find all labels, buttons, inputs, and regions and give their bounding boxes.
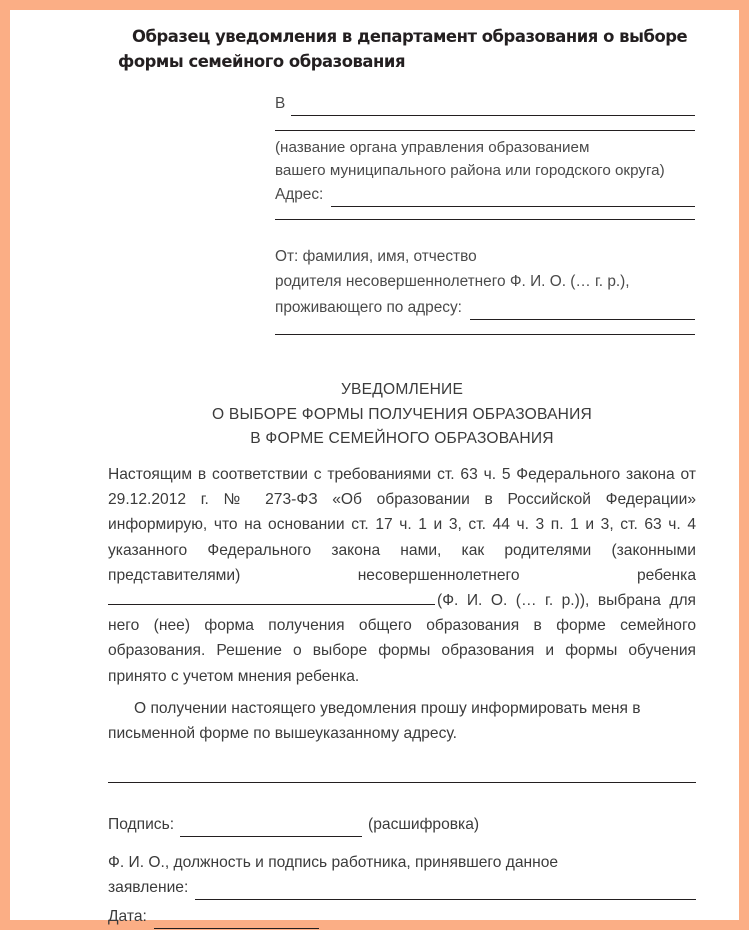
addressee-second-blank[interactable] [275,130,695,131]
date-row [108,905,319,929]
signature-label: Подпись: [108,816,175,833]
sender-address-blank[interactable] [470,301,695,320]
sender-address-blank-2[interactable] [275,334,695,335]
footer-divider [108,782,696,783]
body-paragraph-1 [108,462,696,689]
sender-line-2: родителя несовершеннолетнего Ф. И. О. (… г. р.), [275,272,630,290]
acceptor-statement-label: заявление: [108,879,189,896]
notice-heading-line-3: В ФОРМЕ СЕМЕЙНОГО ОБРАЗОВАНИЯ [250,430,554,447]
body-paragraph-1-part-2: (Ф. И. О. (… г. р.)), выбрана для него (нее) форма получения общего образования в форме семейного образования. Решение о выборе формы образования и формы обучения принято с учетом мнения ребенка. [108,592,696,685]
addressee-address-row [275,182,695,207]
addressee-hint-line1: (название органа управления образованием [275,139,590,156]
notice-heading-line-2: О ВЫБОРЕ ФОРМЫ ПОЛУЧЕНИЯ ОБРАЗОВАНИЯ [211,405,593,423]
addressee-hint-line2: вашего муниципального района или городского округа) [275,162,665,179]
signature-row [108,813,696,837]
addressee-to-blank[interactable] [291,97,695,116]
document-page [10,10,739,925]
sender-line-1: От: фамилия, имя, отчество [275,248,477,265]
page-title: Образец уведомления в департамент образования о выборе формы семейного образования [118,27,688,71]
signature-note: (расшифровка) [368,816,480,833]
addressee-to-label: В [275,95,286,112]
notice-heading-line-1: УВЕДОМЛЕНИЕ [340,381,464,398]
notice-heading [108,378,696,452]
date-label: Дата: [108,908,147,925]
body-paragraph-1-part-1: Настоящим в соответствии с требованиями ст. 63 ч. 5 Федерального закона от 29.12.2012 г. № 273-ФЗ «Об образовании в Российской Федерации» информирую, что на основании ст. 17 ч. 1 и 3, ст. 44 ч. 3 п. 1 и 3, ст. 63 ч. 4 указанного Федерального закона нами, как родителями (законными представителями) несовершеннолетнего ребенка [108,466,696,584]
acceptor-statement-blank[interactable] [195,882,696,900]
addressee-address-blank[interactable] [331,189,695,207]
sender-block [275,245,695,335]
addressee-address-label: Адрес: [275,186,324,203]
date-blank[interactable] [154,912,319,929]
addressee-hint [275,136,695,182]
addressee-to-row [275,90,695,116]
child-name-blank[interactable] [108,590,435,605]
acceptor-line-1: Ф. И. О., должность и подпись работника, принявшего данное [108,854,559,871]
addressee-address-blank-2[interactable] [275,219,695,220]
sender-address-label: проживающего по адресу: [275,298,462,316]
acceptor-statement-row [108,875,696,900]
addressee-block [275,90,695,220]
sender-address-row [275,294,695,320]
body-paragraph-2: О получении настоящего уведомления прошу информировать меня в письменной форме по вышеуказанному адресу. [108,700,641,743]
signature-blank[interactable] [180,820,362,837]
acceptor-block [108,850,696,900]
